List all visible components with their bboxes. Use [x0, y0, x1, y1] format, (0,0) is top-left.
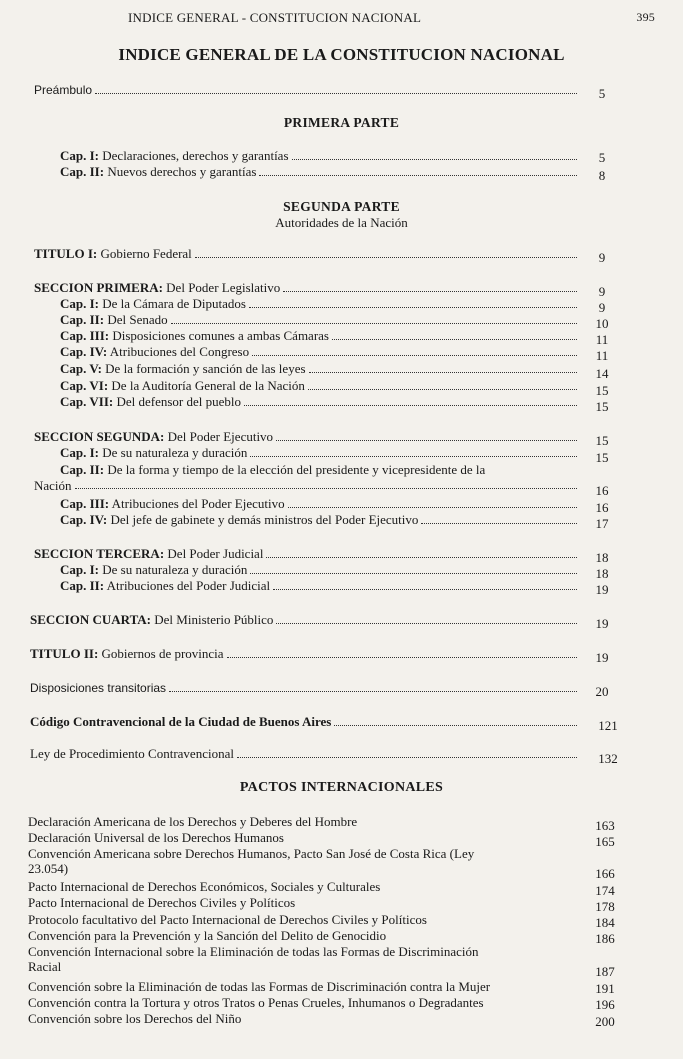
toc-entry-pacto — [28, 846, 588, 876]
entry-label: Pacto Internacional de Derechos Civiles y Políticos — [28, 895, 296, 910]
entry-label-bold: Cap. III: — [60, 496, 110, 511]
dot-leader — [75, 488, 577, 489]
dot-leader — [421, 523, 577, 524]
entry-page: 17 — [595, 516, 609, 531]
toc-entry — [60, 148, 580, 164]
entry-label: Pacto Internacional de Derechos Económicos, Sociales y Culturales — [28, 879, 381, 894]
entry-page: 19 — [595, 582, 609, 597]
running-header — [0, 10, 683, 28]
toc-entry-pacto — [28, 1011, 588, 1026]
toc-entry-pacto — [28, 995, 588, 1010]
entry-page: 14 — [595, 366, 609, 381]
dot-leader — [195, 257, 577, 258]
toc-entry-disposiciones — [30, 680, 580, 696]
entry-label: Convención Americana sobre Derechos Humanos, Pacto San José de Costa Rica (Ley — [28, 846, 475, 861]
entry-page: 19 — [595, 650, 609, 665]
entry-label: De su naturaleza y duración — [99, 445, 248, 460]
section-heading-segunda-parte: SEGUNDA PARTE — [283, 199, 400, 214]
toc-entry — [60, 394, 580, 410]
entry-label: Del defensor del pueblo — [113, 394, 242, 409]
toc-entry-seccion-segunda — [34, 429, 580, 445]
toc-entry — [60, 312, 580, 328]
entry-label-bold: Cap. VII: — [60, 394, 114, 409]
entry-label: Declaración Universal de los Derechos Humanos — [28, 830, 284, 845]
entry-page: 121 — [598, 718, 618, 733]
section-subheading: Autoridades de la Nación — [275, 215, 408, 230]
entry-label-bold: Cap. I: — [60, 296, 100, 311]
entry-label: Ley de Procedimiento Contravencional — [30, 746, 234, 761]
entry-label: De su naturaleza y duración — [99, 562, 248, 577]
dot-leader — [309, 372, 577, 373]
entry-label: Del jefe de gabinete y demás ministros del Poder Ejecutivo — [107, 512, 419, 527]
toc-entry — [60, 496, 580, 512]
toc-entry-pacto — [28, 879, 588, 894]
dot-leader — [266, 557, 577, 558]
entry-page: 20 — [595, 684, 609, 699]
toc-entry — [60, 344, 580, 360]
entry-label-continuation: Nación — [34, 478, 72, 493]
entry-label-bold: Cap. V: — [60, 361, 102, 376]
entry-label-bold: SECCION CUARTA: — [30, 612, 152, 627]
entry-label: Nuevos derechos y garantías — [104, 164, 257, 179]
dot-leader — [250, 573, 577, 574]
entry-label: Gobiernos de provincia — [98, 646, 224, 661]
dot-leader — [95, 93, 577, 94]
entry-page: 16 — [595, 500, 609, 515]
toc-entry — [60, 445, 580, 461]
entry-label-bold: Cap. I: — [60, 445, 100, 460]
entry-label-bold: Cap. II: — [60, 462, 105, 477]
entry-label: Código Contravencional de la Ciudad de Buenos Aires — [30, 714, 332, 729]
entry-label-bold: Cap. II: — [60, 164, 105, 179]
entry-page: 166 — [595, 866, 615, 881]
entry-label-bold: Cap. II: — [60, 578, 105, 593]
dot-leader — [276, 440, 577, 441]
dot-leader — [259, 175, 577, 176]
entry-label: Gobierno Federal — [97, 246, 192, 261]
page-number: 395 — [636, 10, 655, 24]
entry-page: 15 — [595, 433, 609, 448]
entry-label: Del Ministerio Público — [151, 612, 274, 627]
entry-page: 11 — [595, 332, 609, 347]
dot-leader — [237, 757, 577, 758]
dot-leader — [250, 456, 577, 457]
dot-leader — [169, 691, 577, 692]
entry-label-bold: Cap. I: — [60, 148, 100, 163]
entry-label: De la forma y tiempo de la elección del presidente y vicepresidente de la — [104, 462, 486, 477]
dot-leader — [288, 507, 577, 508]
toc-entry-pacto — [28, 979, 588, 994]
entry-page: 174 — [595, 883, 615, 898]
entry-label-bold: Cap. VI: — [60, 378, 109, 393]
entry-label: Convención contra la Tortura y otros Tratos o Penas Crueles, Inhumanos o Degradantes — [28, 995, 484, 1010]
dot-leader — [249, 307, 577, 308]
entry-page: 191 — [595, 981, 615, 996]
toc-entry — [60, 328, 580, 344]
entry-label-bold: Cap. II: — [60, 312, 105, 327]
toc-entry — [60, 562, 580, 578]
toc-entry-preambulo — [34, 82, 580, 98]
entry-page: 200 — [595, 1014, 615, 1029]
entry-page: 165 — [595, 834, 615, 849]
toc-entry-pacto — [28, 830, 588, 845]
entry-label: Atribuciones del Congreso — [107, 344, 250, 359]
entry-label: Disposiciones transitorias — [30, 681, 167, 695]
entry-page: 132 — [598, 751, 618, 766]
dot-leader — [227, 657, 577, 658]
entry-page: 15 — [595, 399, 609, 414]
dot-leader — [252, 355, 577, 356]
toc-entry — [60, 164, 580, 180]
entry-label-bold: SECCION TERCERA: — [34, 546, 165, 561]
entry-label-bold: TITULO II: — [30, 646, 99, 661]
toc-entry — [60, 512, 580, 528]
entry-page: 11 — [595, 348, 609, 363]
entry-label: Del Senado — [104, 312, 168, 327]
entry-label-bold: Cap. I: — [60, 562, 100, 577]
toc-entry-ley-procedimiento — [30, 746, 580, 762]
toc-entry-pacto — [28, 814, 588, 829]
entry-page: 178 — [595, 899, 615, 914]
entry-page: 15 — [595, 383, 609, 398]
entry-page: 9 — [598, 300, 606, 315]
dot-leader — [244, 405, 577, 406]
entry-label-bold: TITULO I: — [34, 246, 98, 261]
entry-page: 10 — [595, 316, 609, 331]
entry-label: Del Poder Ejecutivo — [164, 429, 274, 444]
toc-entry — [60, 361, 580, 377]
entry-label: Declaraciones, derechos y garantías — [99, 148, 289, 163]
entry-label: Del Poder Legislativo — [162, 280, 281, 295]
entry-label: Atribuciones del Poder Judicial — [104, 578, 271, 593]
entry-page: 18 — [595, 566, 609, 581]
entry-label: De la Auditoría General de la Nación — [108, 378, 305, 393]
entry-label-bold: Cap. IV: — [60, 344, 108, 359]
entry-page: 5 — [598, 86, 606, 101]
entry-label-continuation: Racial — [28, 959, 62, 974]
section-heading-pactos: PACTOS INTERNACIONALES — [239, 780, 444, 795]
entry-label-bold: SECCION SEGUNDA: — [34, 429, 165, 444]
entry-label-continuation: 23.054) — [28, 861, 69, 876]
toc-entry-multiline — [34, 462, 580, 493]
entry-page: 8 — [598, 168, 606, 183]
dot-leader — [334, 725, 577, 726]
entry-page: 9 — [598, 284, 606, 299]
entry-label: Protocolo facultativo del Pacto Internacional de Derechos Civiles y Políticos — [28, 912, 427, 927]
entry-label: Convención para la Prevención y la Sanción del Delito de Genocidio — [28, 928, 387, 943]
entry-page: 19 — [595, 616, 609, 631]
section-heading-primera-parte: PRIMERA PARTE — [283, 115, 400, 130]
dot-leader — [171, 323, 577, 324]
dot-leader — [308, 389, 577, 390]
entry-label: Atribuciones del Poder Ejecutivo — [109, 496, 285, 511]
document-title: INDICE GENERAL DE LA CONSTITUCION NACIONAL — [118, 45, 565, 64]
entry-page: 186 — [595, 931, 615, 946]
entry-page: 184 — [595, 915, 615, 930]
toc-entry-titulo-2 — [30, 646, 580, 662]
toc-entry-pacto — [28, 895, 588, 910]
running-title: INDICE GENERAL - CONSTITUCION NACIONAL — [128, 10, 422, 25]
entry-label-bold: Cap. III: — [60, 328, 110, 343]
entry-label: De la Cámara de Diputados — [99, 296, 246, 311]
entry-label: Convención sobre los Derechos del Niño — [28, 1011, 242, 1026]
entry-page: 18 — [595, 550, 609, 565]
dot-leader — [292, 159, 577, 160]
entry-page: 16 — [595, 483, 609, 498]
dot-leader — [332, 339, 577, 340]
toc-entry-titulo-1 — [34, 246, 580, 262]
toc-entry — [60, 378, 580, 394]
entry-page: 196 — [595, 997, 615, 1012]
toc-entry-pacto — [28, 928, 588, 943]
toc-entry — [60, 296, 580, 312]
toc-entry-pacto — [28, 944, 588, 974]
entry-label: De la formación y sanción de las leyes — [101, 361, 306, 376]
entry-label: Disposiciones comunes a ambas Cámaras — [109, 328, 329, 343]
entry-label: Convención sobre la Eliminación de todas las Formas de Discriminación contra la Mujer — [28, 979, 491, 994]
toc-entry — [60, 578, 580, 594]
entry-page: 15 — [595, 450, 609, 465]
entry-label: Declaración Americana de los Derechos y Deberes del Hombre — [28, 814, 358, 829]
entry-label-bold: Cap. IV: — [60, 512, 108, 527]
entry-label: Preámbulo — [34, 83, 93, 97]
entry-label: Convención Internacional sobre la Eliminación de todas las Formas de Discriminación — [28, 944, 479, 959]
entry-page: 163 — [595, 818, 615, 833]
toc-entry-seccion-primera — [34, 280, 580, 296]
toc-entry-pacto — [28, 912, 588, 927]
dot-leader — [273, 589, 577, 590]
toc-entry-seccion-cuarta — [30, 612, 580, 628]
toc-entry-codigo — [30, 714, 580, 730]
toc-entry-seccion-tercera — [34, 546, 580, 562]
entry-page: 5 — [598, 150, 606, 165]
entry-label-bold: SECCION PRIMERA: — [34, 280, 163, 295]
entry-page: 187 — [595, 964, 615, 979]
dot-leader — [276, 623, 577, 624]
entry-label: Del Poder Judicial — [164, 546, 264, 561]
dot-leader — [283, 291, 577, 292]
entry-page: 9 — [598, 250, 606, 265]
